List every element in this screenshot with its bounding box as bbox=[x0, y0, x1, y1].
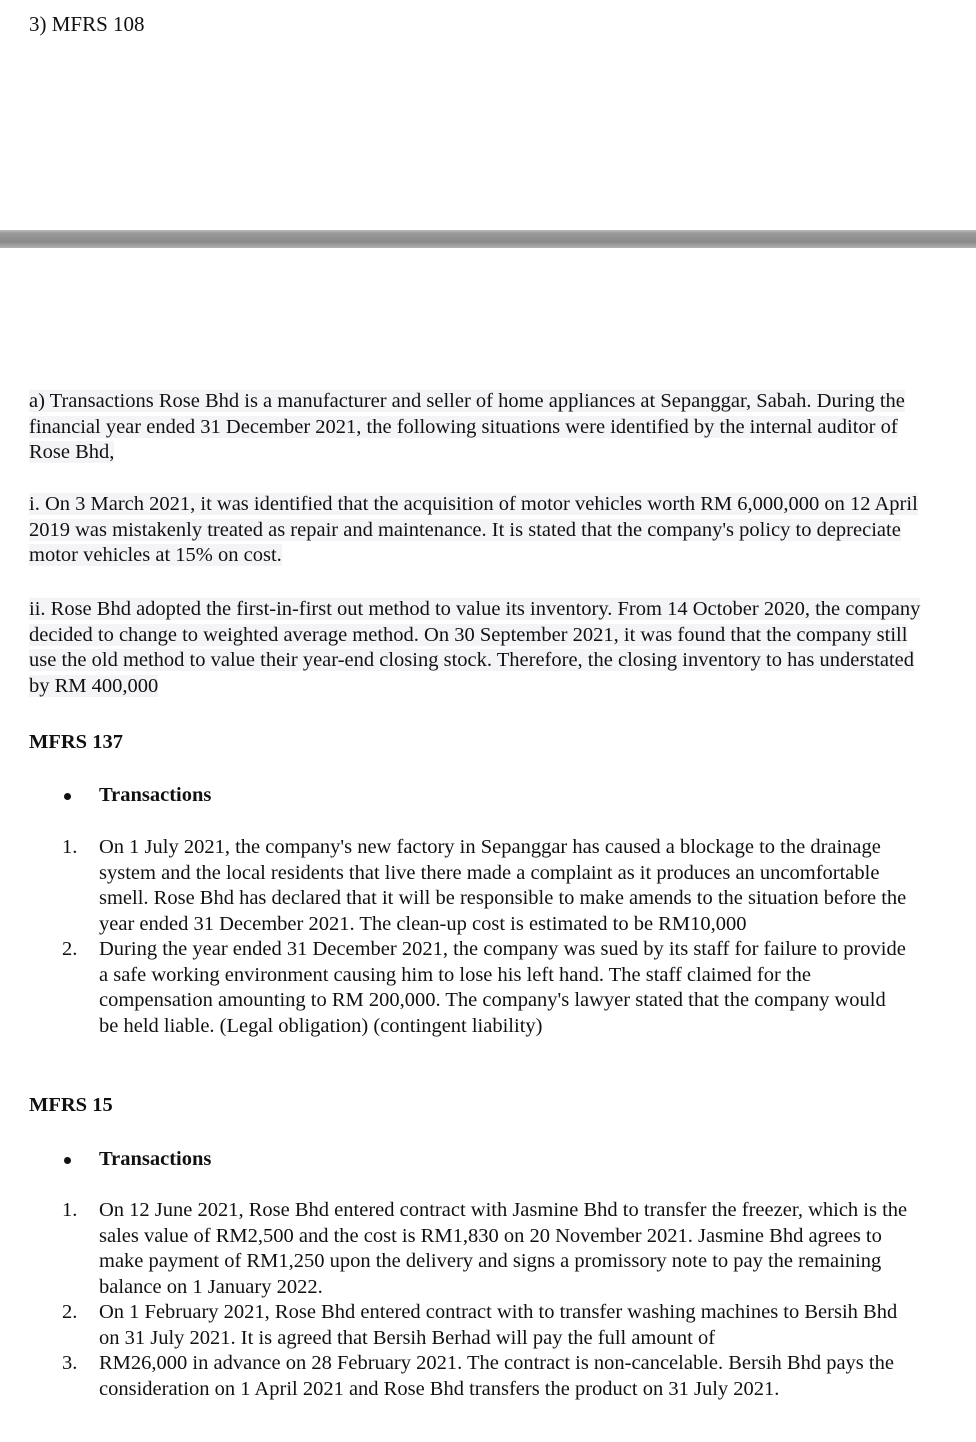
section-a-item-ii-text: ii. Rose Bhd adopted the first-in-first out method to value its inventory. From 14 October 2020, the company decided to change to weighted average method. On 30 September 2021, it was found that the company still use the old method to value their year-end closing stock. Therefore, the closing inventory to has understated by RM 400,000 bbox=[29, 598, 921, 697]
list-item-text: RM26,000 in advance on 28 February 2021. The contract is non-cancelable. Bersih Bhd pays the consideration on 1 April 2021 and Rose Bhd transfers the product on 31 July 2021. bbox=[99, 1352, 894, 1400]
mfrs137-bullet bbox=[0, 783, 976, 809]
section-divider bbox=[0, 230, 976, 248]
list-item-number: 1. bbox=[62, 1199, 78, 1221]
list-item-text: During the year ended 31 December 2021, the company was sued by its staff for failure to provide a safe working environment causing him to lose his left hand. The staff claimed for the compensation amounting to RM 200,000. The company's lawyer stated that the company would be held liable. (Legal obligation) (contingent liability) bbox=[99, 938, 906, 1037]
list-item bbox=[0, 1198, 976, 1300]
list-item-number: 2. bbox=[62, 1301, 78, 1323]
list-item-text: On 12 June 2021, Rose Bhd entered contract with Jasmine Bhd to transfer the freezer, which is the sales value of RM2,500 and the cost is RM1,830 on 20 November 2021. Jasmine Bhd agrees to make payment of RM1,250 upon the delivery and signs a promissory note to pay the remaining balance on 1 January 2022. bbox=[99, 1199, 908, 1298]
section-a-intro-text: a) Transactions Rose Bhd is a manufacturer and seller of home appliances at Sepanggar, Sabah. During the financial year ended 31 December 2021, the following situations were identified by the internal auditor of Rose Bhd, bbox=[29, 390, 905, 463]
bullet-dot-icon bbox=[64, 1157, 71, 1164]
list-item bbox=[0, 1351, 976, 1402]
list-item-number: 1. bbox=[62, 836, 78, 858]
mfrs15-bullet-label: Transactions bbox=[99, 1148, 212, 1170]
page-title: 3) MFRS 108 bbox=[29, 12, 145, 36]
mfrs15-heading: MFRS 15 bbox=[29, 1094, 113, 1116]
list-item-text: On 1 July 2021, the company's new factory in Sepanggar has caused a blockage to the drainage system and the local residents that live there made a complaint as it produces an uncomfortable smell. Rose Bhd has declared that it will be responsible to make amends to the situation before the year ended 31 December 2021. The clean-up cost is estimated to be RM10,000 bbox=[99, 836, 907, 935]
section-a-item-i bbox=[29, 492, 939, 569]
list-item-number: 2. bbox=[62, 938, 78, 960]
mfrs137-list bbox=[0, 835, 976, 1039]
list-item bbox=[0, 835, 976, 937]
bullet-dot-icon bbox=[64, 793, 71, 800]
list-item-text: On 1 February 2021, Rose Bhd entered contract with to transfer washing machines to Bersih Bhd on 31 July 2021. It is agreed that Bersih Berhad will pay the full amount of bbox=[99, 1301, 898, 1349]
list-item bbox=[0, 937, 976, 1039]
section-a-item-i-text: i. On 3 March 2021, it was identified that the acquisition of motor vehicles worth RM 6,000,000 on 12 April 2019 was mistakenly treated as repair and maintenance. It is stated that the company's policy to depreciate motor vehicles at 15% on cost. bbox=[29, 493, 918, 566]
mfrs15-list bbox=[0, 1198, 976, 1402]
section-a-item-ii bbox=[29, 597, 939, 699]
mfrs137-bullet-label: Transactions bbox=[99, 784, 212, 806]
section-a-intro bbox=[29, 389, 939, 466]
list-item-number: 3. bbox=[62, 1352, 78, 1374]
list-item bbox=[0, 1300, 976, 1351]
mfrs15-bullet bbox=[0, 1147, 976, 1173]
mfrs137-heading: MFRS 137 bbox=[29, 731, 123, 753]
